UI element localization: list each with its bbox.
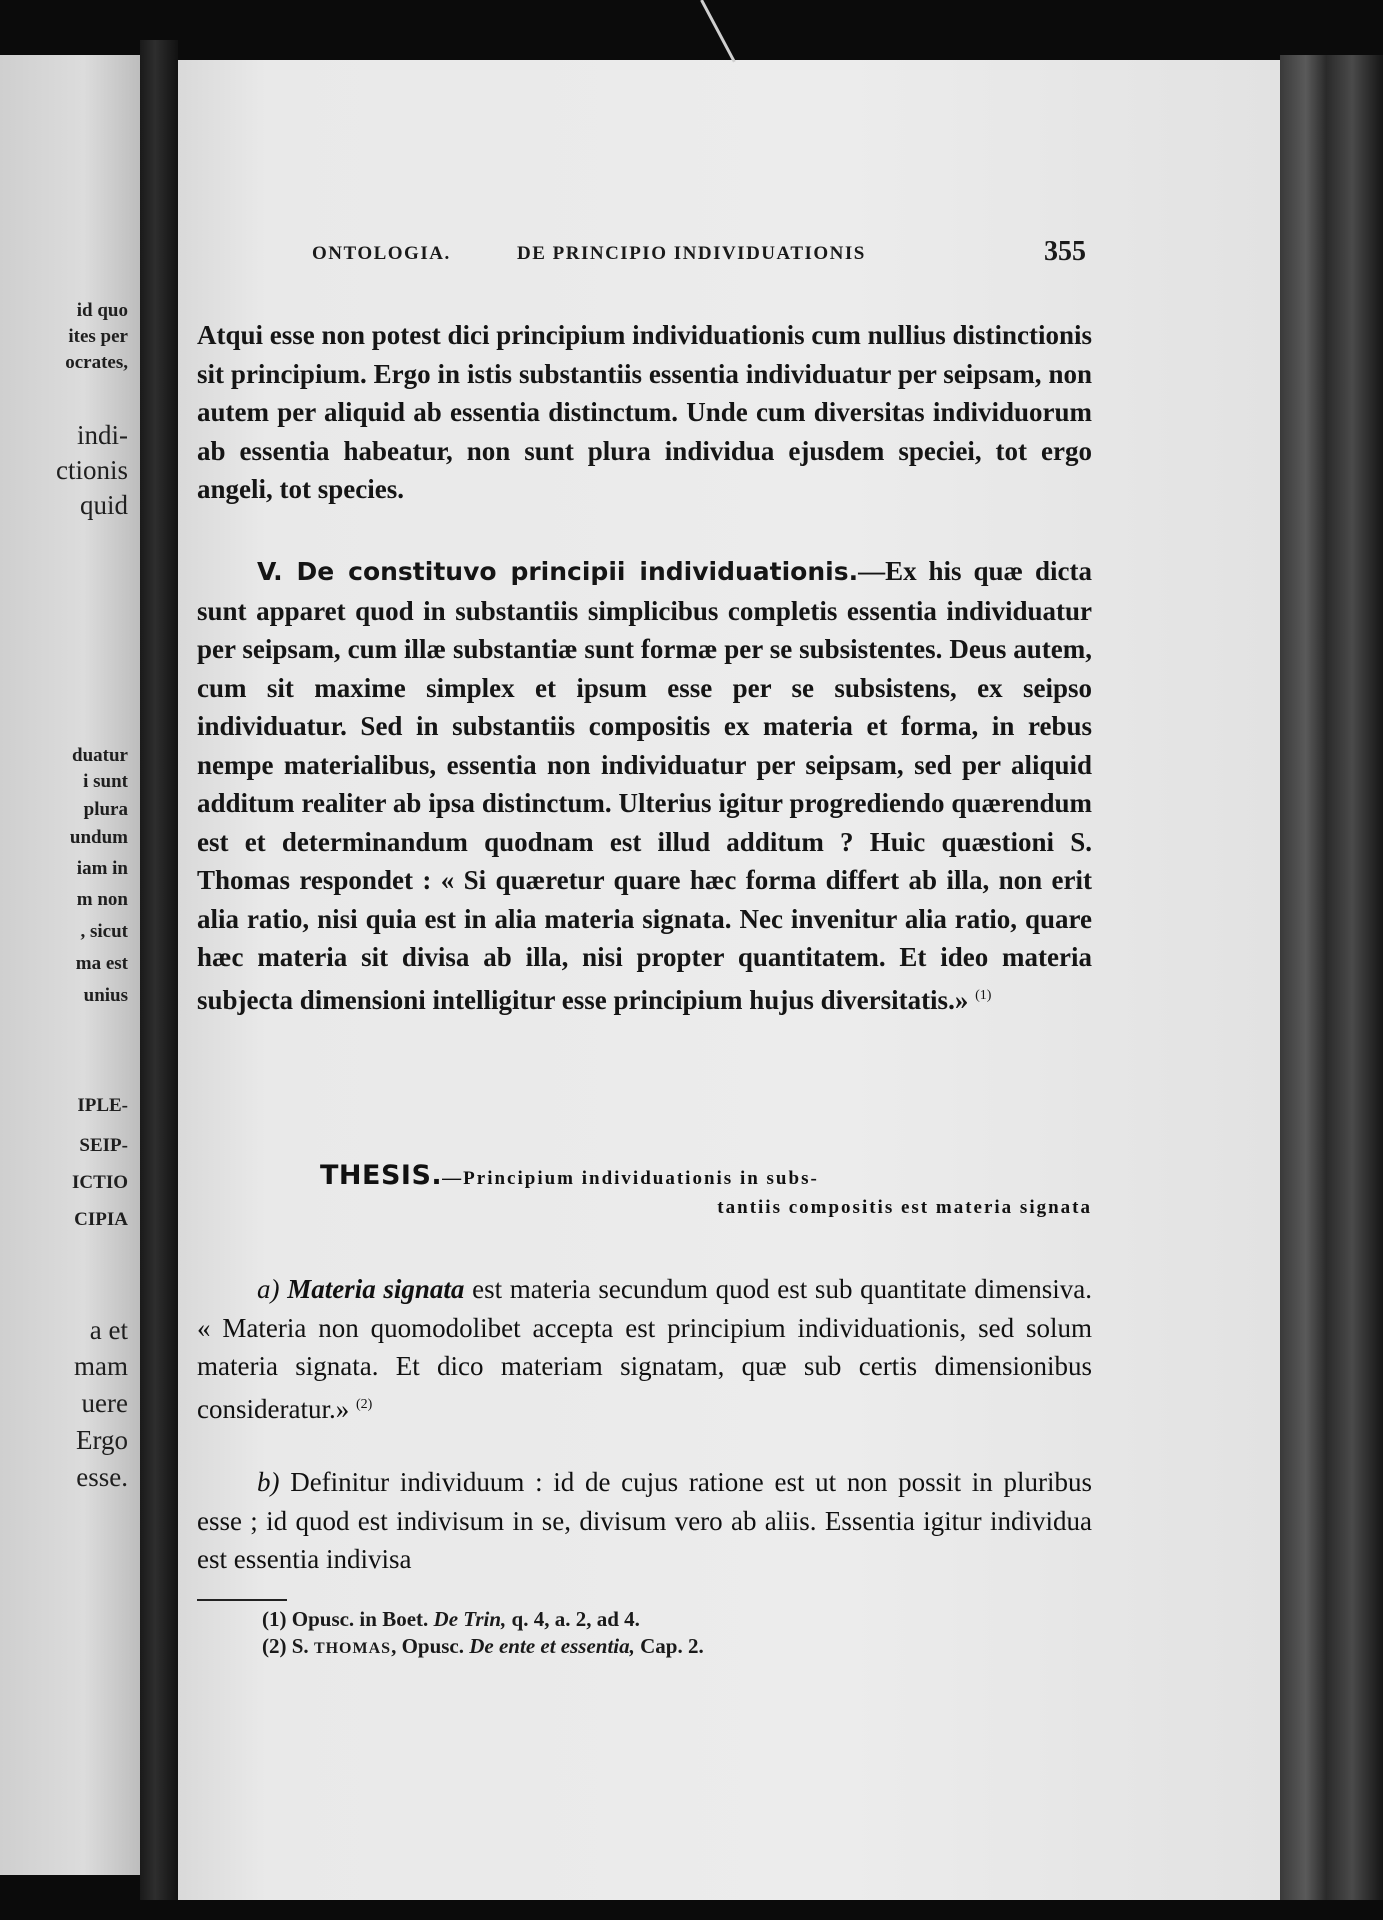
left-fragment: duatur xyxy=(72,745,128,766)
thesis-text-1: —Principium individuationis in subs- xyxy=(442,1168,819,1189)
left-fragment: ites per xyxy=(68,326,128,347)
left-fragment: ICTIO xyxy=(72,1172,128,1193)
footnotes xyxy=(262,1606,962,1662)
thesis-line-1 xyxy=(320,1160,1092,1191)
thesis-text-2: tantiis compositis est materia signata xyxy=(717,1197,1092,1218)
footnote-1-number: (1) xyxy=(262,1607,287,1631)
paragraph-3-text: est materia secundum quod est sub quantitate dimensiva. « Materia non quomodolibet accepta est principium individuationis, sed solum materia signata. Et dico materiam signatam, quæ sub certis dimensionibus consideratur.» xyxy=(197,1274,1092,1424)
left-facing-page xyxy=(0,55,140,1875)
running-head-title: DE PRINCIPIO INDIVIDUATIONIS xyxy=(517,243,866,264)
running-head-left: ONTOLOGIA. xyxy=(312,243,451,264)
footnote-2-source: , Opusc. xyxy=(391,1634,470,1658)
section-heading: V. De constituvo principii individuationis. xyxy=(257,557,859,586)
left-fragment: i sunt xyxy=(83,771,128,792)
defined-term: Materia signata xyxy=(287,1274,465,1304)
paragraph-4 xyxy=(197,1463,1092,1579)
footnote-2-prefix: S. xyxy=(286,1634,314,1658)
paragraph-1 xyxy=(197,316,1092,509)
footnote-1-source: Opusc. in Boet. xyxy=(286,1607,434,1631)
footnote-2-author: THOMAS xyxy=(313,1640,392,1657)
footnote-2-locator: Cap. 2. xyxy=(634,1634,704,1658)
left-fragment: plura xyxy=(83,799,128,820)
footnote-2-title: De ente et essentia, xyxy=(469,1634,635,1658)
left-fragment: ocrates, xyxy=(65,352,128,373)
left-fragment: IPLE- xyxy=(77,1095,128,1116)
paragraph-1-text: Atqui esse non potest dici principium individuationis cum nullius distinctionis sit principium. Ergo in istis substantiis essentia individuatur per seipsam, non autem per aliquid ab essentia distinctum. Unde cum diversitas individuorum ab essentia habeatur, non sunt plura individua ejusdem speciei, tot ergo angeli, tot species. xyxy=(197,320,1092,504)
paragraph-2-text: —Ex his quæ dicta sunt apparet quod in substantiis simplicibus completis essentia individuatur per seipsam, cum illæ substantiæ sunt formæ per se subsistentes. Deus autem, cum sit maxime simplex et ipsum esse per se subsistens, ex seipso individuatur. Sed in substantiis compositis ex materia et forma, in rebus nempe materialibus, essentia non individuatur per seipsam, sed per aliquid additum realiter ab ipsa distinctum. Ulterius igitur progrediendo quærendum est et determinandum quodnam est illud additum ? Huic quæstioni S. Thomas respondet : « Si quæretur quare hæc forma differt ab illa, non erit alia ratio, nisi quia est in alia materia signata. Nec invenitur alia ratio, quare hæc materia sit divisa ab illa, nisi propter quantitatem. Et ideo materia subjecta dimensioni intelligitur esse principium hujus diversitatis.» xyxy=(197,556,1092,1015)
left-fragment: mam xyxy=(74,1351,128,1381)
paragraph-4-body xyxy=(197,1463,1092,1579)
footnote-ref-2[interactable]: (2) xyxy=(355,1396,373,1412)
paragraph-3 xyxy=(197,1270,1092,1428)
item-marker-b: b) xyxy=(257,1467,280,1497)
footnote-2 xyxy=(262,1633,962,1662)
left-fragment: SEIP- xyxy=(79,1135,128,1156)
footnote-1 xyxy=(262,1606,962,1633)
book-gutter xyxy=(140,40,178,1900)
left-fragment: quid xyxy=(79,490,128,520)
left-fragment: esse. xyxy=(76,1462,128,1492)
left-fragment: indi- xyxy=(77,420,128,450)
paragraph-2 xyxy=(197,552,1092,1019)
page-number: 355 xyxy=(1044,236,1086,267)
left-fragment: uere xyxy=(81,1388,128,1418)
left-fragment: CIPIA xyxy=(74,1209,128,1230)
footnote-1-locator: q. 4, a. 2, ad 4. xyxy=(506,1607,640,1631)
footnote-2-number: (2) xyxy=(262,1634,287,1658)
thesis-label: THESIS. xyxy=(320,1160,443,1191)
left-fragment: iam in xyxy=(76,858,128,879)
film-scratch xyxy=(700,0,736,63)
left-fragment: id quo xyxy=(76,300,128,321)
left-fragment: ctionis xyxy=(56,455,128,485)
left-fragment: Ergo xyxy=(76,1425,128,1455)
left-fragment: ma est xyxy=(75,953,128,974)
left-fragment: a et xyxy=(89,1315,128,1345)
paragraph-3-body xyxy=(197,1270,1092,1428)
left-fragment: , sicut xyxy=(80,921,128,942)
thesis-block xyxy=(320,1160,1092,1219)
footnote-1-title: De Trin, xyxy=(433,1607,507,1631)
left-fragment: m non xyxy=(76,889,128,910)
footnote-rule xyxy=(197,1599,287,1601)
paragraph-4-text: Definitur individuum : id de cujus ratione est ut non possit in pluribus esse ; id quod est indivisum in se, divisum vero ab aliis. Essentia igitur individua est essentia indivisa xyxy=(197,1467,1092,1574)
footnote-ref-1[interactable]: (1) xyxy=(975,987,992,1003)
paragraph-2-body xyxy=(197,552,1092,1019)
item-marker-a: a) xyxy=(257,1274,280,1304)
left-fragment: unius xyxy=(83,985,128,1006)
page-stack-edge xyxy=(1280,55,1383,1900)
left-fragment: undum xyxy=(69,827,128,848)
